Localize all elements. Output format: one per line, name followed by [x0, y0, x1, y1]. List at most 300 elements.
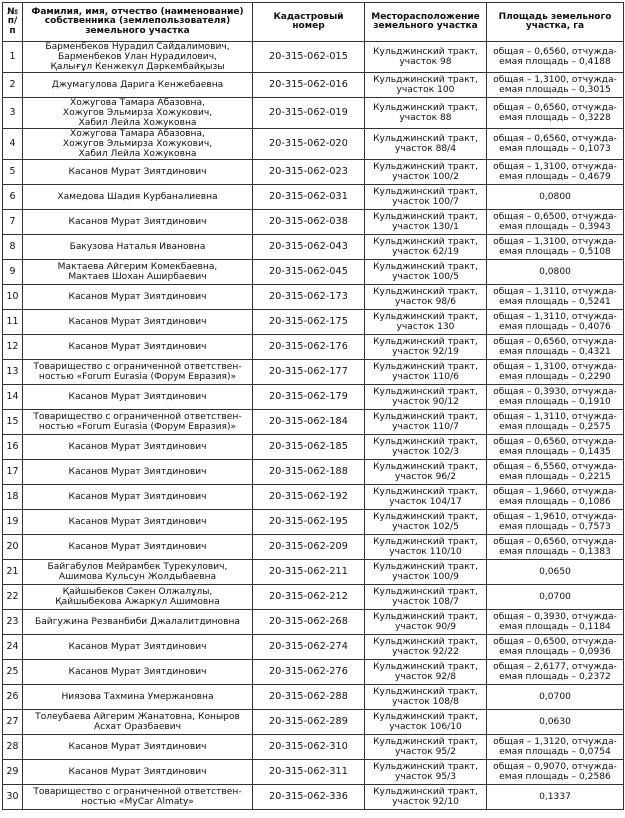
cell-location-text: Кульджинский тракт, участок 110/10 [373, 537, 478, 557]
land-plots-table [2, 2, 624, 810]
cell-area-text: 0,0800 [539, 192, 571, 202]
cell-owner-text: Касанов Мурат Зиятдинович [68, 167, 207, 177]
cell-owner [23, 510, 253, 535]
header-num-text: № п/п [7, 6, 18, 36]
cell-num [3, 735, 23, 760]
cell-location-text: Кульджинский тракт, участок 95/3 [373, 762, 478, 782]
cell-area-text: общая – 6,5560, отчужда- емая площадь – 0,2215 [493, 462, 617, 482]
cell-owner [23, 73, 253, 98]
cell-num [3, 360, 23, 385]
cell-owner [23, 460, 253, 485]
cell-owner [23, 129, 253, 160]
cell-cadastral-text: 20-315-062-019 [269, 107, 348, 118]
cell-cadastral-text: 20-315-062-288 [269, 691, 348, 702]
cell-owner-text: Хожугова Тамара Абазовна, Хожугов Эльмирза Хожукович, Хабил Лейла Хожуковна [62, 129, 213, 159]
cell-location [365, 760, 487, 785]
cell-num [3, 260, 23, 285]
cell-area [487, 129, 624, 160]
cell-owner-text: Байгабулов Мейрамбек Турекулович, Ашимова Кульсун Жолдыбаевна [47, 562, 228, 582]
cell-location [365, 710, 487, 735]
cell-num-text: 27 [6, 716, 19, 727]
cell-area [487, 460, 624, 485]
cell-location [365, 260, 487, 285]
cell-cadastral-text: 20-315-062-188 [269, 466, 348, 477]
cell-num [3, 660, 23, 685]
cell-area [487, 785, 624, 810]
cell-num-text: 18 [6, 491, 19, 502]
cell-location-text: Кульджинский тракт, участок 95/2 [373, 737, 478, 757]
header-cadastral [253, 3, 365, 42]
cell-owner [23, 710, 253, 735]
cell-num-text: 7 [9, 216, 16, 227]
cell-location-text: Кульджинский тракт, участок 100/2 [373, 162, 478, 182]
cell-num-text: 2 [9, 79, 16, 90]
cell-num-text: 3 [9, 107, 16, 118]
cell-owner-text: Товарищество с ограниченной ответствен- ностью «MyCar Almaty» [33, 787, 242, 807]
cell-location [365, 585, 487, 610]
header-area-text: Площадь земельного участка, га [498, 11, 612, 31]
cell-area [487, 660, 624, 685]
cell-location-text: Кульджинский тракт, участок 96/2 [373, 462, 478, 482]
cell-owner [23, 535, 253, 560]
cell-cadastral-text: 20-315-062-031 [269, 191, 348, 202]
cell-cadastral-text: 20-315-062-020 [269, 138, 348, 149]
cell-owner [23, 435, 253, 460]
cell-cadastral-text: 20-315-062-310 [269, 741, 348, 752]
cell-num-text: 9 [9, 266, 16, 277]
cell-location-text: Кульджинский тракт, участок 98/6 [373, 287, 478, 307]
cell-location [365, 785, 487, 810]
cell-area [487, 335, 624, 360]
cell-cadastral-text: 20-315-062-336 [269, 791, 348, 802]
table-row [3, 129, 624, 160]
cell-location-text: Кульджинский тракт, участок 110/6 [373, 362, 478, 382]
cell-owner-text: Касанов Мурат Зиятдинович [68, 342, 207, 352]
cell-cadastral-text: 20-315-062-211 [269, 566, 348, 577]
table-row [3, 485, 624, 510]
cell-location [365, 73, 487, 98]
cell-location-text: Кульджинский тракт, участок 130/1 [373, 212, 478, 232]
cell-cadastral [253, 660, 365, 685]
cell-cadastral-text: 20-315-062-023 [269, 166, 348, 177]
cell-owner-text: Товарищество с ограниченной ответствен- ностью «Forum Eurasia (Форум Евразия)» [33, 362, 242, 382]
cell-cadastral-text: 20-315-062-185 [269, 441, 348, 452]
cell-owner [23, 98, 253, 129]
cell-owner [23, 260, 253, 285]
cell-num-text: 26 [6, 691, 19, 702]
table-row [3, 685, 624, 710]
cell-owner-text: Джумагулова Дарига Кенжебаевна [51, 80, 224, 90]
cell-area-text: общая – 1,3110, отчужда- емая площадь – 0,2575 [493, 412, 617, 432]
cell-cadastral-text: 20-315-062-268 [269, 616, 348, 627]
cell-owner [23, 760, 253, 785]
cell-area [487, 210, 624, 235]
cell-location [365, 98, 487, 129]
table-row [3, 385, 624, 410]
cell-num-text: 4 [9, 138, 16, 149]
cell-location-text: Кульджинский тракт, участок 130 [373, 312, 478, 332]
cell-num [3, 460, 23, 485]
cell-area-text: общая – 1,3100, отчужда- емая площадь – 0,4679 [493, 162, 617, 182]
cell-location [365, 360, 487, 385]
cell-location [365, 410, 487, 435]
cell-cadastral [253, 585, 365, 610]
cell-num-text: 24 [6, 641, 19, 652]
cell-num-text: 6 [9, 191, 16, 202]
cell-location-text: Кульджинский тракт, участок 92/22 [373, 637, 478, 657]
cell-location [365, 685, 487, 710]
cell-owner [23, 335, 253, 360]
cell-num [3, 310, 23, 335]
cell-area [487, 185, 624, 210]
cell-cadastral-text: 20-315-062-274 [269, 641, 348, 652]
cell-num [3, 635, 23, 660]
cell-area-text: общая – 0,6560, отчужда- емая площадь – 0,1383 [493, 537, 617, 557]
table-row [3, 360, 624, 385]
cell-area-text: общая – 1,3120, отчужда- емая площадь – 0,0754 [493, 737, 617, 757]
table-row [3, 98, 624, 129]
cell-location [365, 560, 487, 585]
cell-num [3, 435, 23, 460]
cell-owner [23, 585, 253, 610]
table-row [3, 760, 624, 785]
cell-area-text: 0,0700 [539, 592, 571, 602]
cell-cadastral [253, 360, 365, 385]
cell-num-text: 13 [6, 366, 19, 377]
table-row [3, 710, 624, 735]
cell-location-text: Кульджинский тракт, участок 100/9 [373, 562, 478, 582]
cell-cadastral [253, 610, 365, 635]
cell-location [365, 735, 487, 760]
table-row [3, 435, 624, 460]
cell-area-text: общая – 0,6500, отчужда- емая площадь – 0,3943 [493, 212, 617, 232]
cell-location [365, 310, 487, 335]
table-row [3, 210, 624, 235]
cell-num-text: 16 [6, 441, 19, 452]
cell-cadastral [253, 685, 365, 710]
cell-cadastral [253, 235, 365, 260]
cell-num [3, 785, 23, 810]
cell-owner-text: Касанов Мурат Зиятдинович [68, 317, 207, 327]
cell-num [3, 285, 23, 310]
cell-num-text: 25 [6, 666, 19, 677]
cell-location [365, 285, 487, 310]
header-location-text: Месторасположение земельного участка [371, 11, 480, 31]
cell-owner-text: Қайшыбеков Сәкен Олжалұлы, Қайшыбекова Ажаркул Ашимовна [55, 587, 220, 607]
cell-owner-text: Касанов Мурат Зиятдинович [68, 642, 207, 652]
cell-owner-text: Касанов Мурат Зиятдинович [68, 542, 207, 552]
cell-area-text: общая – 0,6560, отчужда- емая площадь – 0,1435 [493, 437, 617, 457]
cell-area [487, 735, 624, 760]
cell-cadastral-text: 20-315-062-016 [269, 79, 348, 90]
cell-cadastral-text: 20-315-062-212 [269, 591, 348, 602]
cell-cadastral [253, 285, 365, 310]
table-row [3, 42, 624, 73]
cell-cadastral-text: 20-315-062-043 [269, 241, 348, 252]
cell-owner [23, 685, 253, 710]
cell-cadastral-text: 20-315-062-175 [269, 316, 348, 327]
header-area [487, 3, 624, 42]
cell-owner [23, 160, 253, 185]
cell-owner [23, 210, 253, 235]
cell-area [487, 635, 624, 660]
cell-owner-text: Касанов Мурат Зиятдинович [68, 392, 207, 402]
cell-area [487, 360, 624, 385]
table-row [3, 510, 624, 535]
cell-location-text: Кульджинский тракт, участок 90/12 [373, 387, 478, 407]
cell-location-text: Кульджинский тракт, участок 88 [373, 103, 478, 123]
cell-owner [23, 360, 253, 385]
table-row [3, 560, 624, 585]
table-row [3, 335, 624, 360]
cell-num [3, 129, 23, 160]
cell-location [365, 535, 487, 560]
cell-location-text: Кульджинский тракт, участок 92/19 [373, 337, 478, 357]
cell-num [3, 98, 23, 129]
cell-num-text: 5 [9, 166, 16, 177]
cell-num [3, 585, 23, 610]
table-row [3, 735, 624, 760]
cell-location-text: Кульджинский тракт, участок 102/3 [373, 437, 478, 457]
cell-num [3, 410, 23, 435]
cell-area-text: общая – 0,3930, отчужда- емая площадь – 0,1184 [493, 612, 617, 632]
cell-cadastral [253, 710, 365, 735]
cell-cadastral-text: 20-315-062-209 [269, 541, 348, 552]
cell-owner [23, 485, 253, 510]
cell-cadastral-text: 20-315-062-173 [269, 291, 348, 302]
cell-area [487, 285, 624, 310]
cell-num [3, 73, 23, 98]
cell-area [487, 385, 624, 410]
cell-area [487, 560, 624, 585]
table-body [3, 42, 624, 810]
cell-area-text: общая – 1,3110, отчужда- емая площадь – 0,5241 [493, 287, 617, 307]
cell-owner-text: Касанов Мурат Зиятдинович [68, 667, 207, 677]
cell-area [487, 610, 624, 635]
table-row [3, 635, 624, 660]
cell-area [487, 585, 624, 610]
header-owner-text: Фамилия, имя, отчество (наименование) собственника (землепользователя) земельного участка [31, 6, 244, 36]
cell-cadastral [253, 129, 365, 160]
cell-location-text: Кульджинский тракт, участок 100/5 [373, 262, 478, 282]
cell-area [487, 73, 624, 98]
cell-owner-text: Касанов Мурат Зиятдинович [68, 217, 207, 227]
cell-owner-text: Ниязова Тахмина Умержановна [61, 692, 214, 702]
cell-location [365, 42, 487, 73]
cell-num-text: 11 [6, 316, 19, 327]
cell-num-text: 15 [6, 416, 19, 427]
cell-area-text: общая – 0,9070, отчужда- емая площадь – 0,2586 [493, 762, 617, 782]
cell-location [365, 235, 487, 260]
cell-area [487, 410, 624, 435]
table-row [3, 235, 624, 260]
cell-location [365, 485, 487, 510]
cell-cadastral [253, 210, 365, 235]
cell-owner [23, 410, 253, 435]
cell-num-text: 22 [6, 591, 19, 602]
cell-area-text: общая – 0,3930, отчужда- емая площадь – 0,1910 [493, 387, 617, 407]
cell-owner-text: Касанов Мурат Зиятдинович [68, 742, 207, 752]
cell-area-text: общая – 0,6500, отчужда- емая площадь – 0,0936 [493, 637, 617, 657]
cell-area-text: общая – 1,9660, отчужда- емая площадь – 0,1086 [493, 487, 617, 507]
cell-cadastral-text: 20-315-062-015 [269, 51, 348, 62]
cell-location-text: Кульджинский тракт, участок 108/7 [373, 587, 478, 607]
cell-num [3, 685, 23, 710]
cell-owner [23, 42, 253, 73]
cell-owner [23, 560, 253, 585]
cell-cadastral-text: 20-315-062-195 [269, 516, 348, 527]
cell-num-text: 28 [6, 741, 19, 752]
cell-cadastral [253, 98, 365, 129]
cell-owner-text: Касанов Мурат Зиятдинович [68, 517, 207, 527]
cell-num [3, 235, 23, 260]
cell-num-text: 17 [6, 466, 19, 477]
cell-area-text: 0,0700 [539, 692, 571, 702]
cell-cadastral-text: 20-315-062-038 [269, 216, 348, 227]
cell-owner [23, 610, 253, 635]
cell-area [487, 710, 624, 735]
cell-cadastral-text: 20-315-062-276 [269, 666, 348, 677]
cell-location-text: Кульджинский тракт, участок 92/8 [373, 662, 478, 682]
table-row [3, 410, 624, 435]
cell-area-text: 0,0630 [539, 717, 571, 727]
cell-area [487, 160, 624, 185]
cell-cadastral-text: 20-315-062-045 [269, 266, 348, 277]
cell-cadastral-text: 20-315-062-177 [269, 366, 348, 377]
cell-cadastral [253, 335, 365, 360]
cell-num [3, 610, 23, 635]
cell-owner [23, 635, 253, 660]
table-row [3, 260, 624, 285]
cell-owner [23, 310, 253, 335]
cell-num [3, 185, 23, 210]
cell-location-text: Кульджинский тракт, участок 108/8 [373, 687, 478, 707]
cell-cadastral-text: 20-315-062-192 [269, 491, 348, 502]
cell-location [365, 385, 487, 410]
cell-cadastral-text: 20-315-062-179 [269, 391, 348, 402]
cell-location-text: Кульджинский тракт, участок 110/7 [373, 412, 478, 432]
cell-owner-text: Барменбеков Нурадил Сайдалимович, Барменбеков Улан Нурадилович, Қалығұл Кенжекүл Дәркембайқызы [45, 42, 230, 72]
table-row [3, 535, 624, 560]
header-owner [23, 3, 253, 42]
cell-owner-text: Мактаева Айгерим Комекбаевна, Мактаев Шохан Аширбаевич [57, 262, 218, 282]
cell-cadastral [253, 760, 365, 785]
cell-owner-text: Касанов Мурат Зиятдинович [68, 292, 207, 302]
cell-num-text: 30 [6, 791, 19, 802]
table-row [3, 73, 624, 98]
cell-area [487, 760, 624, 785]
cell-location [365, 160, 487, 185]
cell-owner-text: Касанов Мурат Зиятдинович [68, 442, 207, 452]
cell-area-text: общая – 1,3100, отчужда- емая площадь – 0,2290 [493, 362, 617, 382]
cell-num [3, 535, 23, 560]
cell-location-text: Кульджинский тракт, участок 90/9 [373, 612, 478, 632]
table-row [3, 610, 624, 635]
cell-cadastral [253, 460, 365, 485]
cell-area-text: 0,0650 [539, 567, 571, 577]
cell-location-text: Кульджинский тракт, участок 106/10 [373, 712, 478, 732]
cell-num [3, 160, 23, 185]
cell-cadastral [253, 410, 365, 435]
cell-num-text: 21 [6, 566, 19, 577]
cell-owner [23, 785, 253, 810]
cell-area-text: общая – 0,6560, отчужда- емая площадь – 0,1073 [493, 134, 617, 154]
cell-location-text: Кульджинский тракт, участок 98 [373, 47, 478, 67]
cell-num [3, 560, 23, 585]
cell-owner-text: Хожугова Тамара Абазовна, Хожугов Эльмирза Хожукович, Хабил Лейла Хожуковна [62, 98, 213, 128]
cell-num-text: 14 [6, 391, 19, 402]
cell-num-text: 1 [9, 51, 16, 62]
cell-area-text: общая – 1,3110, отчужда- емая площадь – 0,4076 [493, 312, 617, 332]
header-num [3, 3, 23, 42]
cell-cadastral [253, 185, 365, 210]
cell-location [365, 129, 487, 160]
cell-cadastral [253, 435, 365, 460]
cell-num-text: 20 [6, 541, 19, 552]
cell-location-text: Кульджинский тракт, участок 100/7 [373, 187, 478, 207]
cell-location [365, 335, 487, 360]
cell-location [365, 435, 487, 460]
cell-cadastral [253, 385, 365, 410]
cell-area-text: 0,1337 [539, 792, 571, 802]
cell-owner-text: Бакузова Наталья Ивановна [69, 242, 206, 252]
cell-area [487, 98, 624, 129]
cell-owner-text: Касанов Мурат Зиятдинович [68, 467, 207, 477]
cell-owner-text: Толеубаева Айгерим Жанатовна, Коныров Асхат Оразбаевич [35, 712, 240, 732]
cell-area-text: общая – 0,6560, отчужда- емая площадь – 0,4188 [493, 47, 617, 67]
cell-area [487, 42, 624, 73]
cell-num [3, 760, 23, 785]
cell-num-text: 10 [6, 291, 19, 302]
cell-num [3, 385, 23, 410]
cell-owner-text: Касанов Мурат Зиятдинович [68, 492, 207, 502]
cell-num [3, 710, 23, 735]
cell-cadastral-text: 20-315-062-289 [269, 716, 348, 727]
cell-area-text: 0,0800 [539, 267, 571, 277]
table-row [3, 160, 624, 185]
cell-location-text: Кульджинский тракт, участок 100 [373, 75, 478, 95]
cell-owner-text: Байгужина Резванбиби Джалалитдиновна [35, 617, 240, 627]
cell-area-text: общая – 0,6560, отчужда- емая площадь – 0,4321 [493, 337, 617, 357]
cell-owner [23, 285, 253, 310]
cell-location [365, 185, 487, 210]
cell-num-text: 23 [6, 616, 19, 627]
cell-location [365, 610, 487, 635]
cell-area [487, 310, 624, 335]
cell-area-text: общая – 1,3100, отчужда- емая площадь – 0,3015 [493, 75, 617, 95]
cell-area [487, 235, 624, 260]
cell-location [365, 460, 487, 485]
cell-area-text: общая – 1,3100, отчужда- емая площадь – 0,5108 [493, 237, 617, 257]
cell-cadastral [253, 260, 365, 285]
cell-cadastral [253, 735, 365, 760]
cell-num [3, 510, 23, 535]
cell-cadastral-text: 20-315-062-311 [269, 766, 348, 777]
cell-cadastral [253, 73, 365, 98]
table-row [3, 460, 624, 485]
cell-location-text: Кульджинский тракт, участок 92/10 [373, 787, 478, 807]
cell-cadastral [253, 310, 365, 335]
cell-area-text: общая – 0,6560, отчужда- емая площадь – 0,3228 [493, 103, 617, 123]
cell-cadastral [253, 160, 365, 185]
cell-area [487, 485, 624, 510]
cell-area [487, 435, 624, 460]
cell-num-text: 12 [6, 341, 19, 352]
cell-cadastral-text: 20-315-062-176 [269, 341, 348, 352]
cell-location [365, 210, 487, 235]
table-row [3, 185, 624, 210]
cell-location [365, 660, 487, 685]
